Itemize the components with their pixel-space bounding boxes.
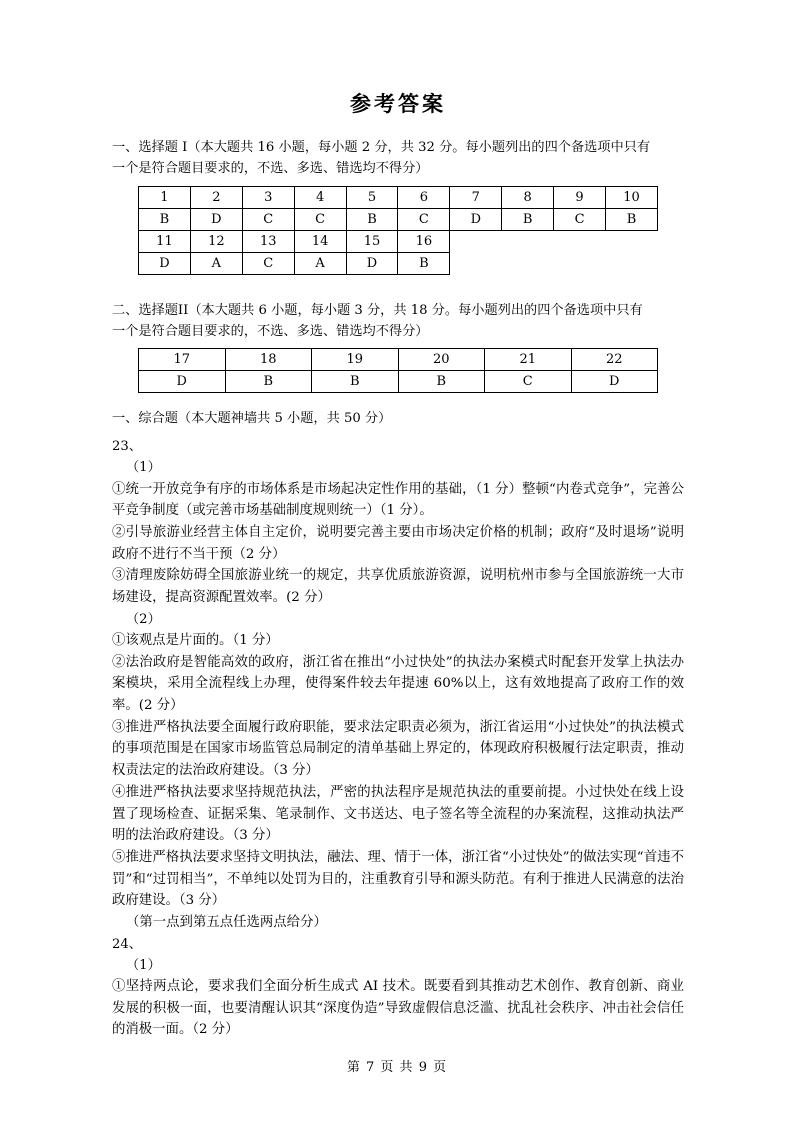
answer-table-17-22: [138, 348, 658, 393]
answer-table-11-16: [138, 230, 658, 275]
page-title: 参考答案: [350, 92, 446, 116]
table-row: [139, 349, 658, 371]
table-cell: 20: [398, 349, 485, 371]
table-cell: 3: [242, 186, 294, 208]
table-cell: D: [450, 208, 502, 230]
table-cell: 9: [554, 186, 606, 208]
table-cell-empty: [606, 230, 658, 252]
question-24-part1-label: （1）: [126, 957, 161, 973]
table-cell-empty: [450, 252, 502, 274]
table-cell: 21: [485, 349, 572, 371]
question-23-part1-item-2: ②引导旅游业经营主体自主定价，说明要完善主要由市场决定价格的机制；政府“及时退场”说明政府不进行不当干预（2 分）: [112, 524, 684, 562]
table-row: [139, 230, 658, 252]
table-cell: B: [346, 208, 398, 230]
table-cell: B: [398, 252, 450, 274]
question-23-part2-item-3: ③推进严格执法要全面履行政府职能，要求法定职责必须为，浙江省运用“小过快处”的执法模式的事项范围是在国家市场监管总局制定的清单基础上界定的，体现政府积极履行法定职责，推动权责法定的法治政府建设。（3 分）: [112, 719, 684, 779]
question-23-part1-item-3: ③清理废除妨碍全国旅游业统一的规定，共享优质旅游资源，说明杭州市参与全国旅游统一大市场建设，提高资源配置效率。(2 分）: [112, 568, 684, 606]
table-cell: B: [312, 371, 399, 393]
table-cell-empty: [554, 252, 606, 274]
table-cell: 13: [242, 230, 294, 252]
question-23-part2-label: （2）: [126, 611, 161, 627]
table-cell: C: [294, 208, 346, 230]
table-cell: B: [139, 208, 191, 230]
question-23-part1-item-1: ①统一开放竞争有序的市场体系是市场起决定性作用的基础，（1 分）整顿“内卷式竞争”，完善公平竞争制度（或完善市场基础制度规则统一）（1 分）。: [112, 481, 684, 519]
table-cell: B: [398, 371, 485, 393]
table-cell: D: [346, 252, 398, 274]
table-cell-empty: [502, 230, 554, 252]
table-cell-empty: [554, 230, 606, 252]
table-cell: 6: [398, 186, 450, 208]
table-cell: 17: [139, 349, 226, 371]
question-23-part2-item-2: ②法治政府是智能高效的政府，浙江省在推出“小过快处”的执法办案模式时配套开发掌上执法办案模块，采用全流程线上办理，使得案件较去年提速 60%以上，这有效地提高了政府工作的效率。(2 分）: [112, 654, 684, 713]
table-cell: C: [242, 208, 294, 230]
section1-answer-tables: [138, 186, 658, 275]
table-row: [139, 252, 658, 274]
page-footer: 第 7 页 共 9 页: [346, 1060, 448, 1075]
table-cell: B: [502, 208, 554, 230]
table-cell: 1: [139, 186, 191, 208]
table-cell: C: [242, 252, 294, 274]
question-23-part2-item-5: ⑤推进严格执法要求坚持文明执法，融法、理、情于一体，浙江省“小过快处”的做法实现“首违不罚”和“过罚相当”，不单纯以处罚为目的，注重教育引导和源头防范。有利于推进人民满意的法治政府建设。（3 分）: [112, 849, 684, 909]
section3-heading: 一、综合题（本大题神墙共 5 小题，共 50 分）: [112, 411, 392, 427]
spacer: [112, 275, 684, 301]
table-row: [139, 371, 658, 393]
table-cell-empty: [606, 252, 658, 274]
table-cell: B: [225, 371, 312, 393]
table-cell: 7: [450, 186, 502, 208]
section2-heading-line2: 一个是符合题目要求的，不选、多选、错选均不得分）: [112, 323, 429, 339]
question-23-part2-item-1: ①该观点是片面的。（1 分）: [112, 632, 279, 648]
table-cell: 5: [346, 186, 398, 208]
table-cell: 16: [398, 230, 450, 252]
table-cell: D: [139, 371, 226, 393]
table-cell: 8: [502, 186, 554, 208]
table-cell: D: [190, 208, 242, 230]
question-24-part1-item-1: ①坚持两点论，要求我们全面分析生成式 AI 技术。既要看到其推动艺术创作、教育创新、商业发展的积极一面，也要清醒认识其“深度伪造”导致虚假信息泛滥、扰乱社会秩序、冲击社会信任的消极一面。（2 分）: [112, 978, 684, 1038]
table-cell: B: [606, 208, 658, 230]
table-cell: C: [398, 208, 450, 230]
table-cell: C: [485, 371, 572, 393]
table-cell: 22: [571, 349, 658, 371]
table-cell: 2: [190, 186, 242, 208]
section1-heading-line1: 一、选择题 I（本大题共 16 小题，每小题 2 分，共 32 分。每小题列出的四个备选项中只有: [112, 140, 651, 155]
table-cell: 10: [606, 186, 658, 208]
question-23-part2-item-4: ④推进严格执法要求坚持规范执法，严密的执法程序是规范执法的重要前提。小过快处在线上设置了现场检查、证据采集、笔录制作、文书送达、电子签名等全流程的办案流程，这推动执法严明的法治政府建设。（3 分）: [112, 784, 684, 844]
table-cell: D: [139, 252, 191, 274]
table-cell: 18: [225, 349, 312, 371]
table-cell-empty: [450, 230, 502, 252]
table-cell: A: [294, 252, 346, 274]
question-23-part1-label: （1）: [126, 460, 161, 476]
question-24-number: 24、: [112, 936, 142, 952]
table-cell: 15: [346, 230, 398, 252]
table-cell: A: [190, 252, 242, 274]
spacer: [112, 393, 684, 409]
page-content: [112, 88, 684, 1041]
table-cell: D: [571, 371, 658, 393]
table-row: [139, 208, 658, 230]
question-23-number: 23、: [112, 439, 142, 455]
table-cell: 12: [190, 230, 242, 252]
table-cell: 11: [139, 230, 191, 252]
table-cell: 19: [312, 349, 399, 371]
table-cell: 14: [294, 230, 346, 252]
table-cell: C: [554, 208, 606, 230]
question-23-scoring-note: （第一点到第五点任选两点给分）: [126, 915, 327, 931]
table-cell: 4: [294, 186, 346, 208]
section1-heading: [112, 138, 684, 180]
table-cell-empty: [502, 252, 554, 274]
answer-table-1-10: [138, 186, 658, 231]
table-row: [139, 186, 658, 208]
section1-heading-line2: 一个是符合题目要求的，不选、多选、错选均不得分）: [112, 160, 429, 176]
section2-heading: [112, 301, 684, 343]
section2-answer-table-wrap: [138, 348, 658, 393]
section2-heading-line1: 二、选择题II（本大题共 6 小题，每小题 3 分，共 18 分。每小题列出的四个备选项中只有: [112, 302, 643, 318]
